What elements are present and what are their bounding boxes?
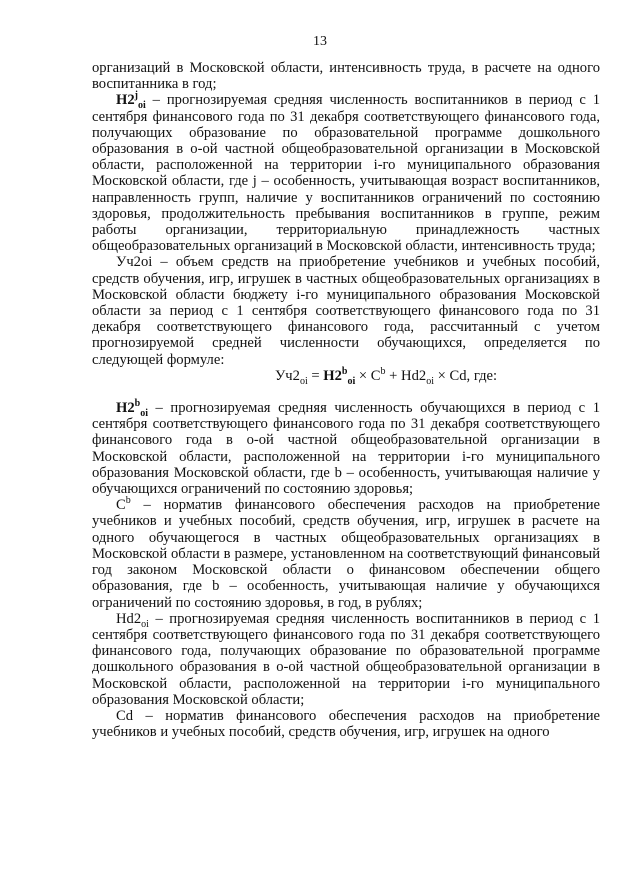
paragraph-text: – прогнозируемая средняя численность воспитанников в период с 1 сентября соответствующего финансового года по 31 декабря соответствующего финансового года, получающих образование по образовательной программе дошкольного образования в о-ой частной общеобразовательной организации в Московской области, расположенной на территории i-го муниципального образования Московской области;	[92, 610, 600, 708]
page-number: 13	[313, 34, 327, 49]
paragraph-text: – прогнозируемая средняя численность обучающихся в период с 1 сентября соответствующего финансового года по 31 декабря соответствующего финансового года в о-ой частной общеобразовательной организации в Московской области, расположенной на территории i-го муниципального образования Московской области, где b – особенность, учитывающая наличие у обучающихся ограничений по состоянию здоровья;	[92, 400, 600, 498]
paragraph-text: – прогнозируемая средняя численность воспитанников в период с 1 сентября финансового года по 31 декабря соответствующего финансового года, получающих образование по образовательной программе дошкольного образования в о-ой частной общеобразовательной организации в Московской области, расположенной на территории i-го муниципального образования Московской области, где j – особенность, учитывающая возраст воспитанников, направленность групп, наличие у воспитанников ограничений по состоянию здоровья, продолжительность пребывания воспитанников в группе, режим работы организации, территориальную принадлежность частных общеобразовательных организаций в Московской области, интенсивность труда;	[92, 92, 600, 255]
paragraph-h2-b	[92, 400, 600, 497]
paragraph-cd: Cd – норматив финансового обеспечения расходов на приобретение учебников и учебных пособий, средств обучения, игр, игрушек на одного	[92, 707, 600, 741]
symbol-cb: $С^b$	[116, 495, 131, 514]
paragraph-uch2: Уч2oi – объем средств на приобретение учебников и учебных пособий, средств обучения, игр, игрушек в частных общеобразовательных организациях в Московской области бюджету i-го муниципального образования Московской области за период с 1 сентября соответствующего финансового года по 31 декабря соответствующего финансового года, рассчитанный с учетом прогнозируемой средней численности обучающихся, определяется по следующей формуле:	[92, 254, 600, 368]
paragraph-h2-j	[92, 92, 600, 254]
symbol-h2b: $Н2^b_{oi}$	[116, 398, 148, 419]
paragraph-cb	[92, 497, 600, 610]
paragraph-continuation: организаций в Московской области, интенсивность труда, в расчете на одного воспитанника в год;	[92, 60, 600, 93]
paragraph-hd2	[92, 611, 600, 708]
symbol-hd2: $Hd2_{oi}$	[116, 610, 149, 630]
document-body	[92, 60, 600, 740]
symbol-h2: $Н2^j_{oi}$	[116, 90, 146, 112]
paragraph-text: – норматив финансового обеспечения расходов на приобретение учебников и учебных пособий, средств обучения, игр, игрушек в расчете на одного обучающегося в частных общеобразовательных организациях в Московской области в размере, установленном на соответствующий финансовый год законом Московской области о финансовом обеспечении общего образования, где b – особенность, учитывающая наличие у обучающихся ограничений по состоянию здоровья, в год, в рублях;	[92, 497, 600, 611]
formula: $Уч2_{oi} = Н2^b_{oi} \times С^b + Hd2_{oi} \times Cd$, где:	[274, 366, 498, 387]
